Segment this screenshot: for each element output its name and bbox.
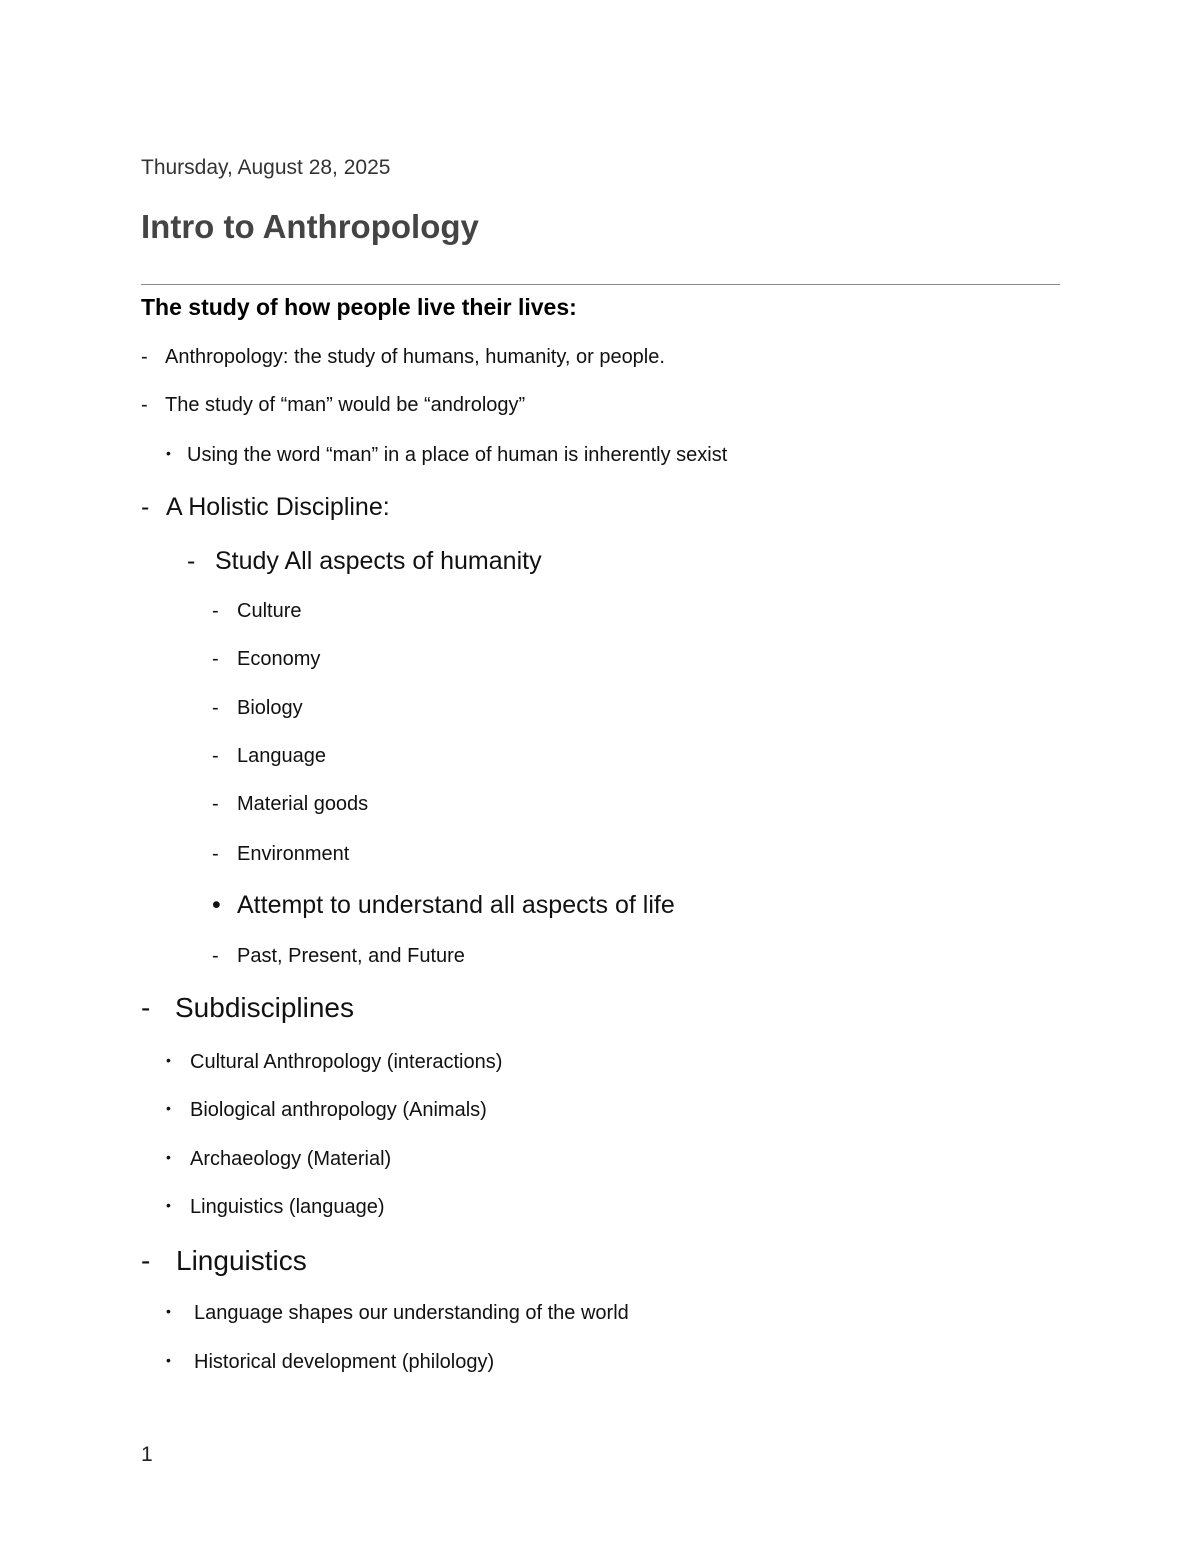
linguistics-heading <box>141 1245 307 1277</box>
dash-marker: - <box>141 394 148 416</box>
dash-marker: - <box>141 346 148 368</box>
list-item <box>166 1196 385 1219</box>
list-item <box>166 1099 487 1122</box>
dash-marker: - <box>212 793 219 815</box>
list-item <box>212 945 465 968</box>
list-item-text: Environment <box>237 843 350 865</box>
list-item <box>212 648 320 671</box>
dash-marker: - <box>212 745 219 767</box>
dash-marker: - <box>212 697 219 719</box>
bullet-marker: • <box>212 891 221 919</box>
list-item-text: The study of “man” would be “andrology” <box>165 394 526 416</box>
list-item <box>166 1351 494 1374</box>
list-item <box>166 1148 391 1171</box>
bullet-marker: • <box>166 1149 171 1165</box>
list-item-text: Using the word “man” in a place of human is inherently sexist <box>187 444 728 466</box>
list-item-text: Study All aspects of humanity <box>215 547 542 575</box>
list-item-text: Cultural Anthropology (interactions) <box>190 1051 503 1073</box>
list-item <box>166 1051 502 1074</box>
list-item <box>212 793 368 816</box>
list-item-text: Historical development (philology) <box>194 1351 495 1373</box>
list-item-text: Attempt to understand all aspects of life <box>237 891 675 919</box>
list-item-text: Language <box>237 745 326 767</box>
title-divider <box>141 284 1060 285</box>
list-item <box>166 1302 629 1325</box>
list-item-text: Economy <box>237 648 321 670</box>
list-item-text: Material goods <box>237 793 369 815</box>
list-item <box>212 697 303 720</box>
list-item <box>166 444 727 467</box>
bullet-marker: • <box>166 1100 171 1116</box>
bullet-marker: • <box>166 1303 171 1319</box>
list-item <box>212 745 326 768</box>
subdisciplines-heading <box>141 992 354 1024</box>
list-item-text: Biological anthropology (Animals) <box>190 1099 487 1121</box>
note-title: Intro to Anthropology <box>141 208 479 245</box>
section-heading: The study of how people live their lives: <box>141 294 577 320</box>
dash-marker: - <box>141 1245 151 1276</box>
list-item-text: Anthropology: the study of humans, humanity, or people. <box>165 346 665 368</box>
list-item-text: Culture <box>237 600 302 622</box>
holistic-heading <box>141 493 390 522</box>
list-item <box>212 843 349 866</box>
list-item-text: Language shapes our understanding of the world <box>194 1302 629 1324</box>
dash-marker: - <box>212 843 219 865</box>
list-item-text: Linguistics <box>176 1245 307 1276</box>
dash-marker: - <box>141 493 150 521</box>
dash-marker: - <box>212 648 219 670</box>
list-item-text: Biology <box>237 697 303 719</box>
list-item-text: Past, Present, and Future <box>237 945 465 967</box>
bullet-marker: • <box>166 445 171 461</box>
dash-marker: - <box>212 945 219 967</box>
bullet-marker: • <box>166 1352 171 1368</box>
dash-marker: - <box>141 992 151 1023</box>
list-item-text: Subdisciplines <box>175 992 354 1023</box>
list-item <box>212 600 301 623</box>
dash-marker: - <box>212 600 219 622</box>
bullet-marker: • <box>166 1052 171 1068</box>
note-date: Thursday, August 28, 2025 <box>141 156 391 179</box>
list-item-text: Linguistics (language) <box>190 1196 385 1218</box>
dash-marker: - <box>187 547 196 575</box>
list-item <box>141 394 525 417</box>
list-item-text: Archaeology (Material) <box>190 1148 392 1170</box>
bullet-marker: • <box>166 1197 171 1213</box>
holistic-subheading <box>187 547 542 576</box>
list-item <box>212 891 675 920</box>
page-number: 1 <box>141 1443 153 1466</box>
list-item <box>141 346 665 369</box>
list-item-text: A Holistic Discipline: <box>166 493 390 521</box>
